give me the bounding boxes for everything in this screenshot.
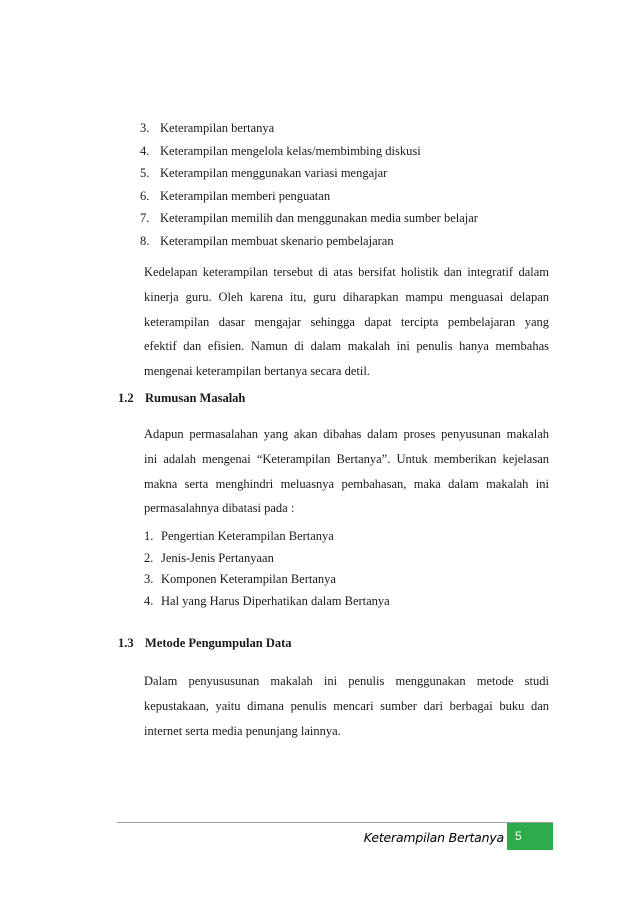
page-number-badge: 5 bbox=[507, 823, 553, 850]
list-item: 4. Keterampilan mengelola kelas/membimbing diskusi bbox=[140, 143, 421, 158]
list-item: 6. Keterampilan memberi penguatan bbox=[140, 188, 331, 203]
list-item: 8. Keterampilan membuat skenario pembelajaran bbox=[140, 233, 394, 248]
list-item: 7. Keterampilan memilih dan menggunakan media sumber belajar bbox=[140, 211, 478, 225]
list-item: 3. Keterampilan bertanya bbox=[140, 121, 275, 135]
section-heading-rumusan-masalah: 1.2 Rumusan Masalah bbox=[118, 391, 246, 405]
footer-divider bbox=[117, 822, 553, 823]
rumusan-masalah-paragraph: Adapun permasalahan yang akan dibahas dalam proses penyusunan makalah ini adalah mengenai “Keterampilan Bertanya”. Untuk memberikan kejelasan makna serta menghindri meluasnya pembahasan, maka dalam makalah ini permasalahnya dibatasi pada : bbox=[144, 427, 549, 516]
section-heading-metode-pengumpulan-data: 1.3 Metode Pengumpulan Data bbox=[118, 636, 292, 650]
intro-paragraph: Kedelapan keterampilan tersebut di atas bersifat holistik dan integratif dalam kinerja guru. Oleh karena itu, guru diharapkan mampu menguasai delapan keterampilan dasar mengajar sehingga dapat tercipta pembelajaran yang efektif dan efisien. Namun di dalam makalah ini penulis hanya membahas mengenai keterampilan bertanya secara detil. bbox=[144, 265, 549, 379]
metode-paragraph: Dalam penyususunan makalah ini penulis menggunakan metode studi kepustakaan, yaitu dimana penulis mencari sumber dari berbagai buku dan internet serta media penunjang lainnya. bbox=[144, 674, 549, 738]
list-item: 4. Hal yang Harus Diperhatikan dalam Bertanya bbox=[144, 593, 390, 608]
rumusan-masalah-list bbox=[144, 526, 390, 612]
list-item: 2. Jenis-Jenis Pertanyaan bbox=[144, 550, 274, 565]
list-item: 1. Pengertian Keterampilan Bertanya bbox=[144, 529, 334, 543]
footer-document-title: Keterampilan Bertanya bbox=[363, 830, 504, 845]
list-item: 5. Keterampilan menggunakan variasi mengajar bbox=[140, 166, 388, 180]
list-item: 3. Komponen Keterampilan Bertanya bbox=[144, 572, 336, 586]
intro-list bbox=[140, 117, 478, 252]
